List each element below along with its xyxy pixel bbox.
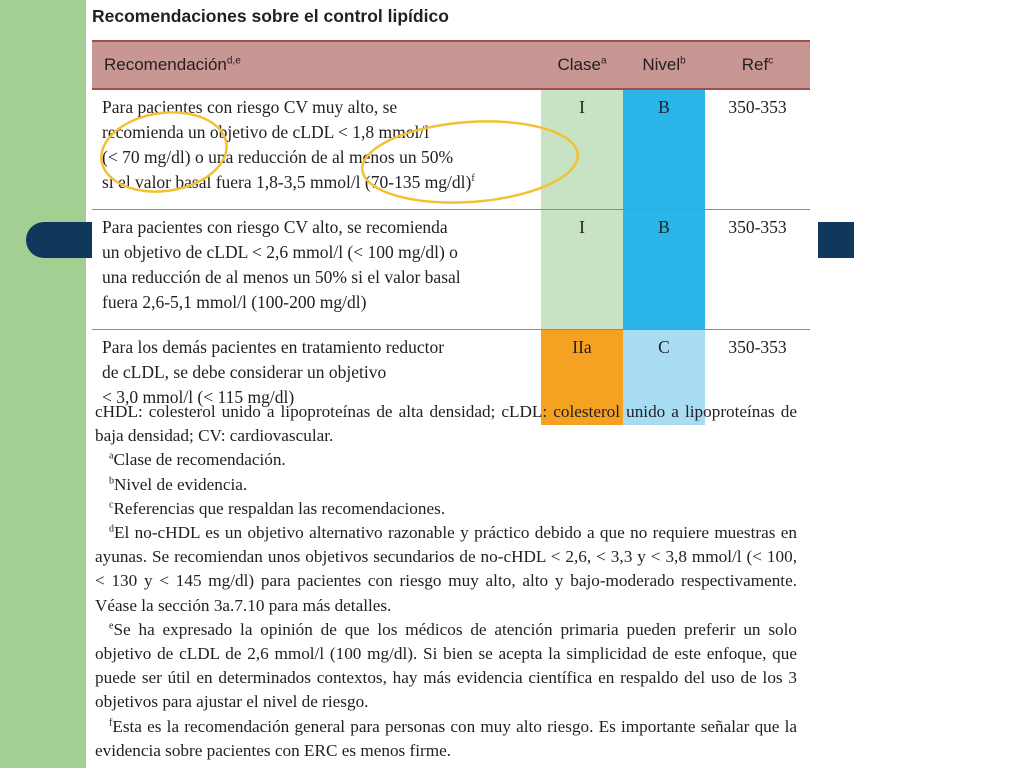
header-class: Clase$^a$ bbox=[541, 41, 623, 89]
footnote-e: $^e$Se ha expresado la opinión de que los médicos de atención primaria pueden preferir un solo objetivo de cLDL de 2,6 mmol/l (100 mg/dl). Si bien se acepta la simplicidad de este enfoque, que puede ser útil en determinados contextos, hay más evidencia científica en respaldo del uso de los 3 objetivos para ajustar el nivel de riesgo. bbox=[95, 619, 797, 712]
recommendation-line: (< 70 mg/dl) o una reducción de al menos un 50% bbox=[102, 147, 454, 167]
class-cell: I bbox=[541, 210, 623, 330]
table-row bbox=[92, 89, 810, 210]
recommendation-line: si el valor basal fuera 1,8-3,5 mmol/l (70-135 mg/dl)$^f$ bbox=[102, 172, 475, 192]
level-cell: B bbox=[623, 89, 705, 210]
footnote-d: $^d$El no-cHDL es un objetivo alternativo razonable y práctico debido a que no requiere muestras en ayunas. Se recomiendan unos objetivos secundarios de no-cHDL < 2,6, < 3,3 y < 3,8 mmol/l (< 100, < 130 y < 145 mg/dl) para pacientes con riesgo muy alto, alto y bajo-moderado respectivamente. Véase la sección 3a.7.10 para más detalles. bbox=[95, 523, 797, 615]
footnote-c: $^c$Referencias que respaldan las recomendaciones. bbox=[109, 498, 446, 518]
ref-cell: 350-353 bbox=[728, 337, 787, 357]
header-recommendation: Recomendación$^{d,e}$ bbox=[92, 41, 541, 89]
footnote-a: $^a$Clase de recomendación. bbox=[109, 450, 286, 470]
left-navy-accent-bar bbox=[26, 222, 92, 258]
recommendation-line: fuera 2,6-5,1 mmol/l (100-200 mg/dl) bbox=[102, 292, 367, 312]
ref-cell: 350-353 bbox=[705, 210, 810, 330]
recommendations-table bbox=[92, 40, 810, 425]
footnote-abbreviations: cHDL: colesterol unido a lipoproteínas de alta densidad; cLDL: colesterol unido a lipoproteínas de baja densidad; CV: cardiovascular. bbox=[95, 402, 797, 446]
right-navy-accent-block bbox=[818, 222, 854, 258]
table-header-row bbox=[92, 41, 810, 89]
class-cell: I bbox=[541, 89, 623, 210]
level-cell: C bbox=[623, 330, 705, 426]
recommendation-line: recomienda un objetivo de cLDL < 1,8 mmol/l bbox=[102, 122, 430, 142]
recommendation-line: una reducción de al menos un 50% si el valor basal bbox=[102, 267, 461, 287]
footnote-b: $^b$Nivel de evidencia. bbox=[109, 474, 248, 494]
footnotes bbox=[95, 400, 797, 763]
table-row bbox=[92, 210, 810, 330]
recommendation-line: de cLDL, se debe considerar un objetivo bbox=[102, 362, 387, 382]
recommendation-line: Para pacientes con riesgo CV alto, se recomienda bbox=[102, 217, 448, 237]
ref-cell: 350-353 bbox=[705, 89, 810, 210]
page-title: Recomendaciones sobre el control lipídico bbox=[92, 6, 449, 26]
header-ref: Ref$^c$ bbox=[705, 41, 810, 89]
recommendation-line: Para los demás pacientes en tratamiento reductor bbox=[102, 337, 445, 357]
footnote-f: $^f$Esta es la recomendación general para personas con muy alto riesgo. Es importante señalar que la evidencia sobre pacientes con ERC es menos firme. bbox=[95, 716, 797, 760]
recommendation-line: < 3,0 mmol/l (< 115 mg/dl) bbox=[102, 387, 295, 407]
left-decorative-strip bbox=[0, 0, 86, 768]
recommendation-cell bbox=[92, 210, 541, 330]
class-cell: IIa bbox=[541, 330, 623, 426]
recommendation-line: un objetivo de cLDL < 2,6 mmol/l (< 100 mg/dl) o bbox=[102, 242, 458, 262]
recommendation-cell bbox=[92, 89, 541, 210]
recommendation-line: Para pacientes con riesgo CV muy alto, se bbox=[102, 97, 398, 117]
level-cell: B bbox=[623, 210, 705, 330]
header-level: Nivel$^b$ bbox=[623, 41, 705, 89]
